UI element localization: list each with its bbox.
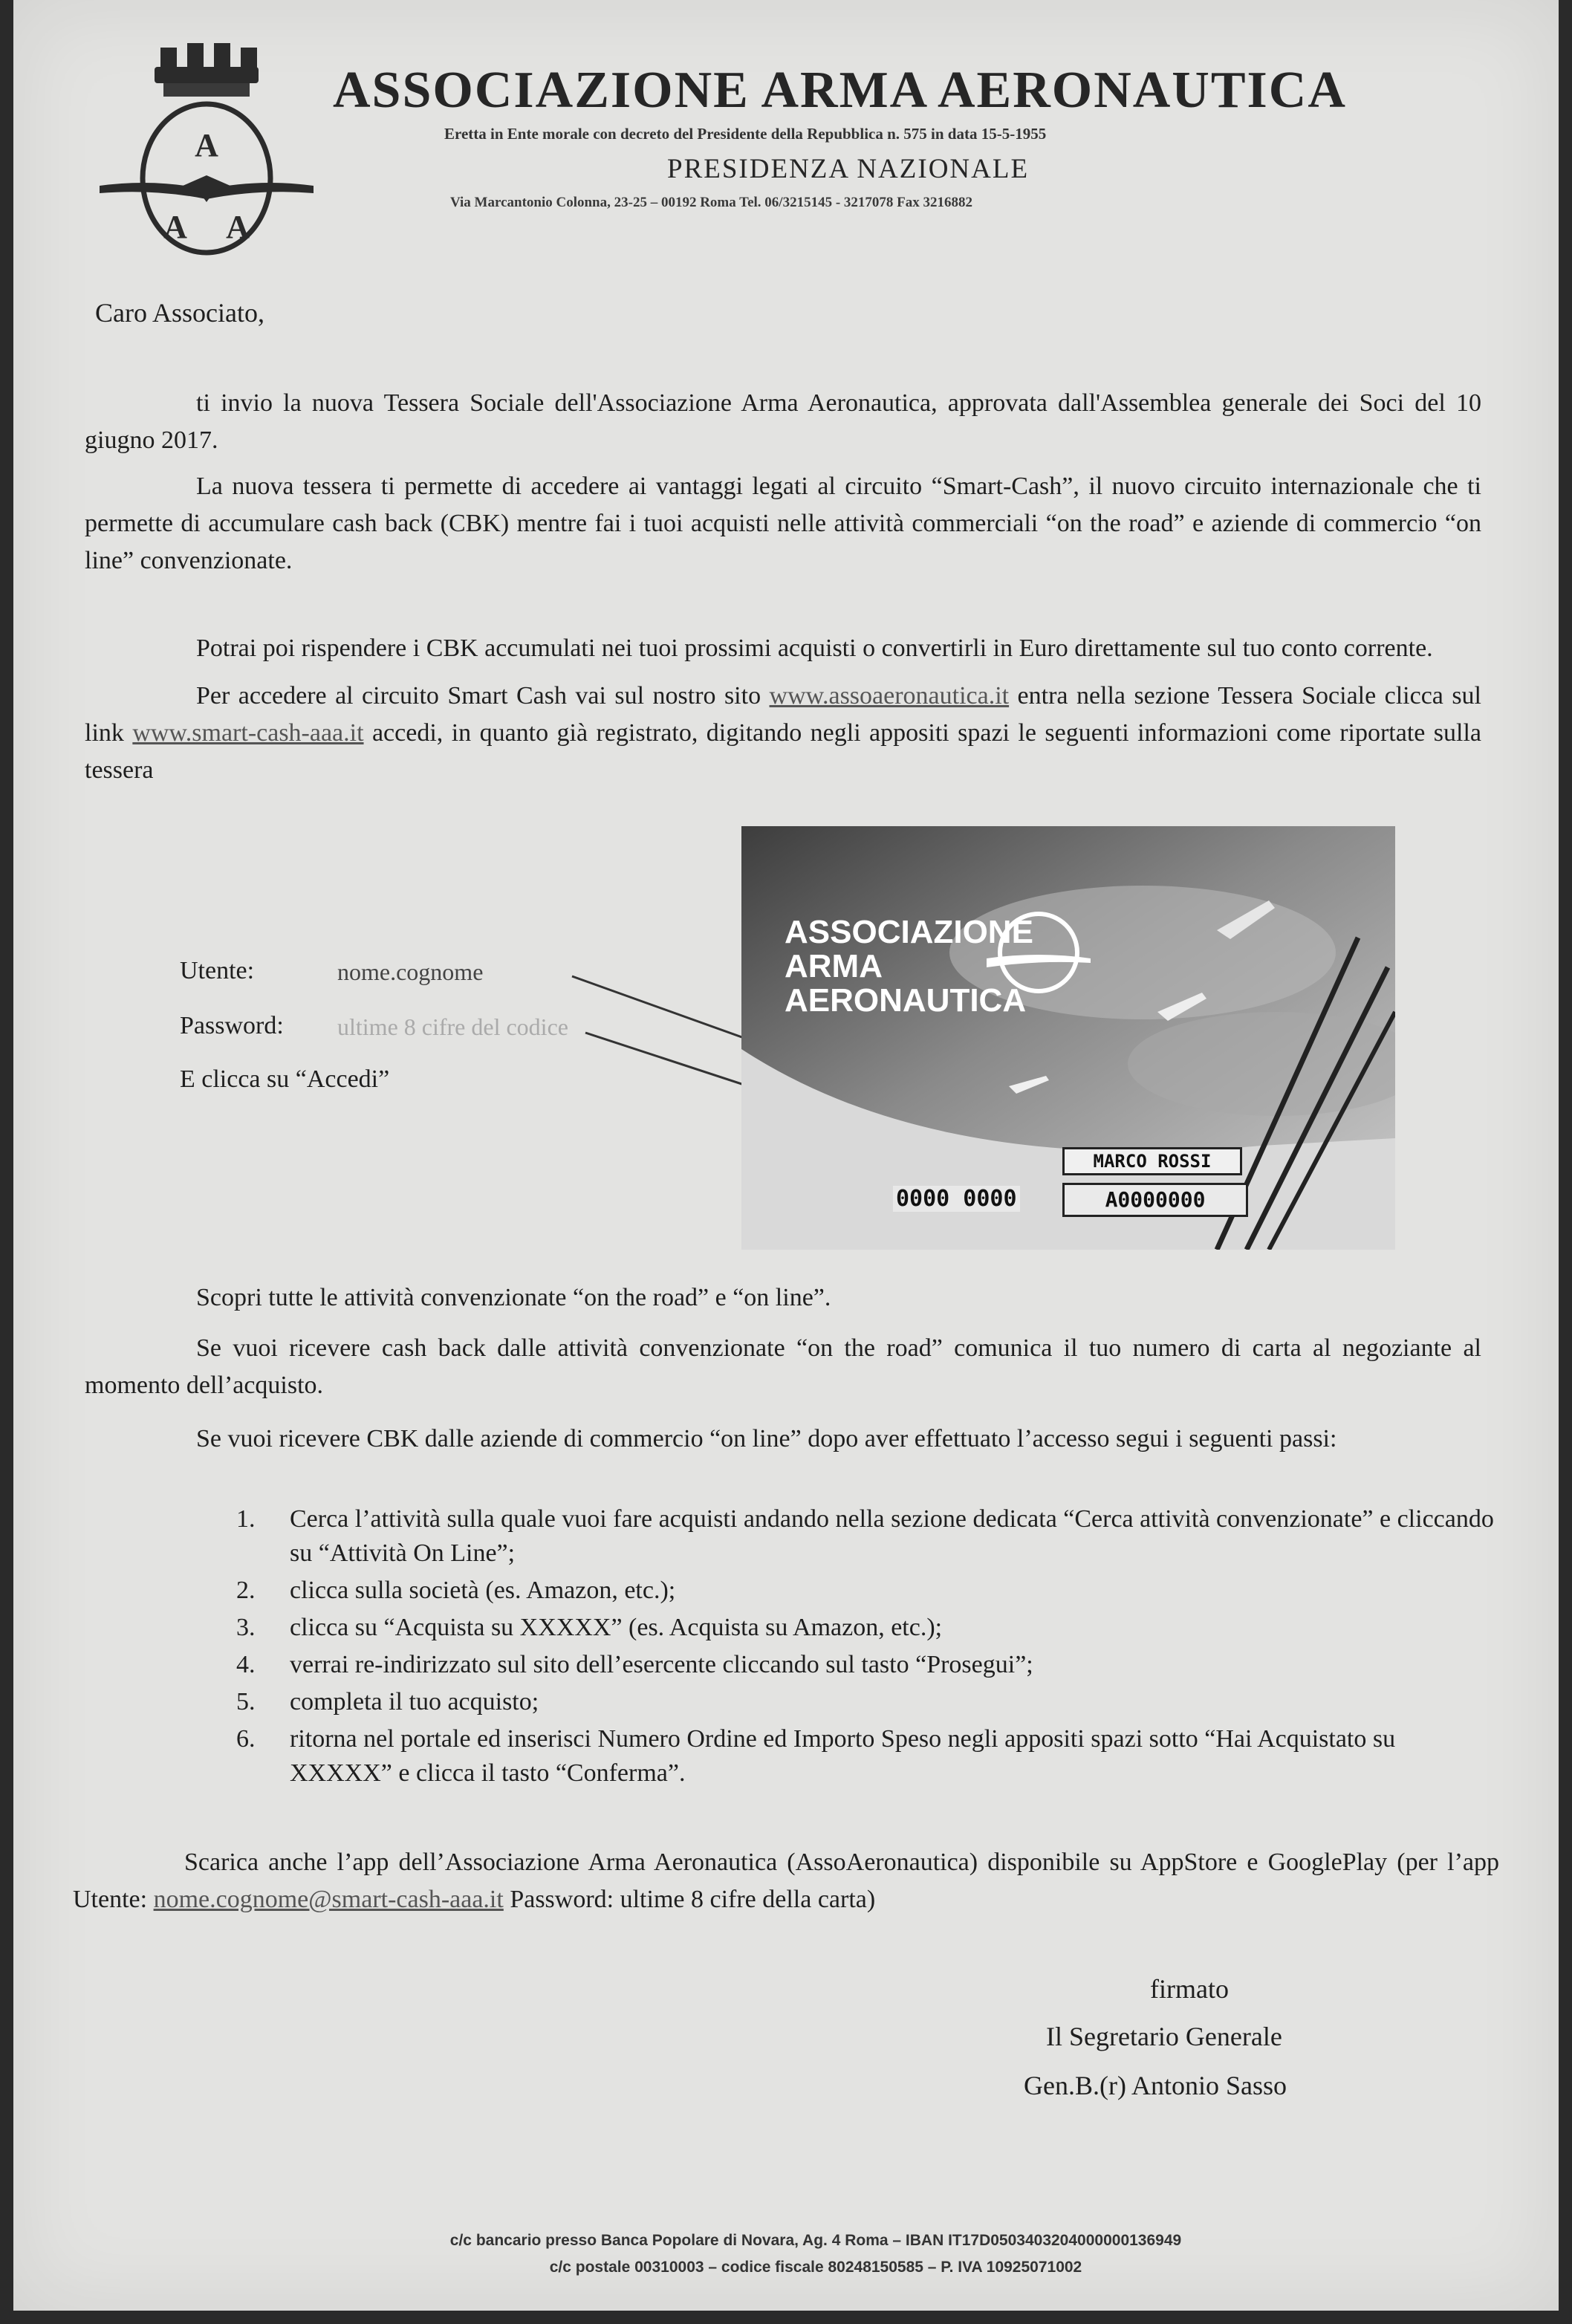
- footer-bank-details: c/c bancario presso Banca Popolare di Novara, Ag. 4 Roma – IBAN IT17D0503403204000000136949: [449, 2232, 1182, 2249]
- assoaeronautica-link[interactable]: www.assoaeronautica.it: [769, 682, 1010, 710]
- access-text-c: accedi, in quanto già registrato, digitando negli appositi spazi le seguenti informazioni come riportate sulla tessera: [85, 719, 1481, 784]
- paragraph-app: [73, 1844, 1499, 1918]
- logo-letter-right: A: [226, 209, 250, 245]
- step-item: 1. Cerca l’attività sulla quale vuoi fare acquisti andando nella sezione dedicata “Cerca attività convenzionate” e cliccando su “Attività On Line”;: [236, 1505, 1494, 1567]
- logo-letter-left: A: [163, 209, 187, 245]
- paragraph-spend-cbk: Potrai poi rispendere i CBK accumulati nei tuoi prossimi acquisti o convertirli in Euro direttamente sul tuo conto corrente.: [196, 634, 1433, 662]
- letterhead-address: Via Marcantonio Colonna, 23-25 – 00192 Roma Tel. 06/3215145 - 3217078 Fax 3216882: [450, 195, 973, 210]
- card-title: [785, 915, 1033, 1018]
- paragraph-on-the-road: Se vuoi ricevere cash back dalle attività convenzionate “on the road” comunica il tuo numero di carta al negoziante al momento dell’acquisto.: [85, 1334, 1481, 1399]
- membership-card: [741, 826, 1395, 1250]
- footer-tax-details: c/c postale 00310003 – codice fiscale 80248150585 – P. IVA 10925071002: [549, 2259, 1082, 2276]
- signature-role: Il Segretario Generale: [1046, 2022, 1282, 2051]
- app-text-a: Scarica anche l’app dell’Associazione Arma Aeronautica (AssoAeronautica) disponibile su AppStore e GooglePlay (per l’app Utente:: [73, 1849, 1499, 1913]
- letter-page: [13, 0, 1559, 2311]
- card-title-line1: ASSOCIAZIONE: [785, 914, 1033, 950]
- signature-name: Gen.B.(r) Antonio Sasso: [1024, 2071, 1287, 2100]
- card-number-code: A0000000: [1062, 1183, 1248, 1217]
- access-text-a: Per accedere al circuito Smart Cash vai sul nostro sito: [196, 682, 770, 710]
- click-accedi-instruction: E clicca su “Accedi”: [180, 1065, 390, 1093]
- step-item: 6. ritorna nel portale ed inserisci Numero Ordine ed Importo Speso negli appositi spazi sotto “Hai Acquistato su XXXXX” e clicca il tasto “Conferma”.: [236, 1725, 1396, 1787]
- paragraph-on-line: Se vuoi ricevere CBK dalle aziende di commercio “on line” dopo aver effettuato l’accesso segui i seguenti passi:: [196, 1425, 1337, 1452]
- logo-letter-top: A: [195, 127, 218, 163]
- greeting: Caro Associato,: [95, 298, 264, 328]
- card-holder-name: MARCO ROSSI: [1062, 1147, 1242, 1175]
- app-user-email-link[interactable]: nome.cognome@smart-cash-aaa.it: [153, 1886, 504, 1913]
- letterhead-office: PRESIDENZA NAZIONALE: [667, 154, 1030, 184]
- app-text-b: Password: ultime 8 cifre della carta): [503, 1886, 876, 1913]
- step-item: 5. completa il tuo acquisto;: [236, 1688, 539, 1716]
- step-item: 2. clicca sulla società (es. Amazon, etc.);: [236, 1577, 676, 1604]
- paragraph-intro: ti invio la nuova Tessera Sociale dell'Associazione Arma Aeronautica, approvata dall'Assemblea generale dei Soci del 10 giugno 2017.: [85, 389, 1481, 454]
- paragraph-discover: Scopri tutte le attività convenzionate “on the road” e “on line”.: [196, 1284, 831, 1311]
- password-label: Password:: [180, 1012, 284, 1039]
- smart-cash-link[interactable]: www.smart-cash-aaa.it: [132, 719, 364, 747]
- user-label: Utente:: [180, 957, 255, 984]
- letterhead-decree: Eretta in Ente morale con decreto del Presidente della Repubblica n. 575 in data 15-5-1955: [444, 125, 1047, 143]
- steps-list: [236, 1502, 1499, 1794]
- card-title-line2: ARMA: [785, 948, 883, 984]
- card-title-line3: AERONAUTICA: [785, 982, 1027, 1019]
- step-item: 3. clicca su “Acquista su XXXXX” (es. Acquista su Amazon, etc.);: [236, 1614, 943, 1641]
- password-value: ultime 8 cifre del codice: [337, 1013, 568, 1040]
- access-text-b: entra nella sezione Tessera Sociale clicca sul link: [85, 682, 1482, 747]
- paragraph-smart-cash: La nuova tessera ti permette di accedere ai vantaggi legati al circuito “Smart-Cash”, il nuovo circuito internazionale che ti permette di accumulare cash back (CBK) mentre fai i tuoi acquisti nelle attività commerciali “on the road” e aziende di commercio “on line” convenzionate.: [85, 473, 1481, 574]
- letterhead-title: ASSOCIAZIONE ARMA AERONAUTICA: [333, 62, 1347, 119]
- signature-firmato: firmato: [1150, 1974, 1229, 2004]
- user-value: nome.cognome: [337, 958, 484, 985]
- step-item: 4. verrai re-indirizzato sul sito dell’esercente cliccando sul tasto “Prosegui”;: [236, 1651, 1033, 1678]
- card-number-prefix: 0000 0000: [893, 1186, 1020, 1212]
